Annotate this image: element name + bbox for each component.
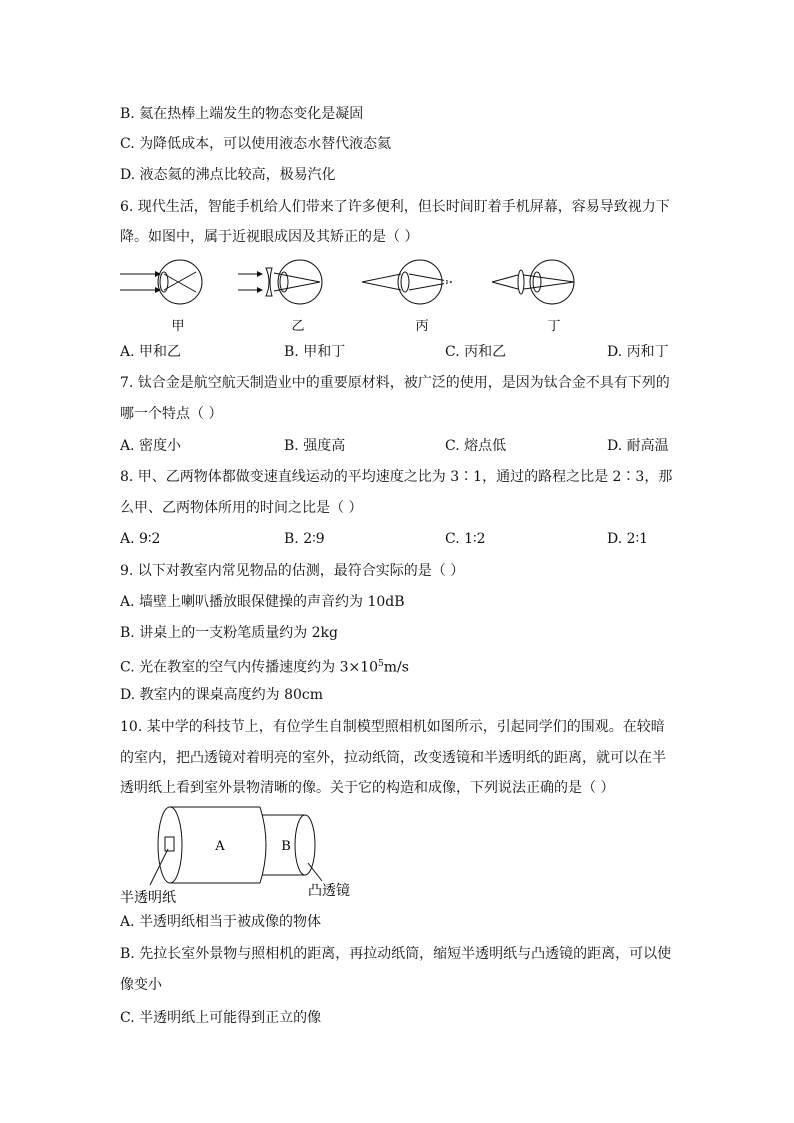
q8-option-c: C. 1∶2 bbox=[445, 531, 486, 547]
q10-stem-line3: 透明纸上看到室外景物清晰的像。关于它的构造和成像，下列说法正确的是（ ） bbox=[120, 780, 615, 796]
q7-stem-line2: 哪一个特点（ ） bbox=[120, 406, 223, 422]
eye-diagram-jia bbox=[120, 260, 202, 304]
q6-stem-line2: 降。如图中，属于近视眼成因及其矫正的是（ ） bbox=[120, 229, 419, 245]
figure-label-jia: 甲 bbox=[171, 319, 185, 334]
q8-option-b: B. 2∶9 bbox=[284, 531, 325, 547]
tube-a-right-end bbox=[260, 807, 266, 883]
q9-option-c bbox=[120, 654, 409, 678]
label-convex-lens: 凸透镜 bbox=[308, 883, 350, 899]
q6-option-d: D. 丙和丁 bbox=[607, 344, 669, 360]
q10-option-b-line1: B. 先拉长室外景物与照相机的距离，再拉动纸筒，缩短半透明纸与凸透镜的距离，可以使 bbox=[120, 946, 672, 962]
q10-option-a: A. 半透明纸相当于被成像的物体 bbox=[120, 914, 322, 930]
q9-option-b: B. 讲桌上的一支粉笔质量约为 2kg bbox=[120, 625, 338, 641]
q7-option-a: A. 密度小 bbox=[120, 438, 182, 454]
q9-stem: 9. 以下对教室内常见物品的估测，最符合实际的是（ ） bbox=[120, 563, 465, 579]
figure-label-ding: 丁 bbox=[547, 319, 561, 334]
q8-stem-line2: 么甲、乙两物体所用的时间之比是（ ） bbox=[120, 500, 363, 516]
q10-stem-line2: 的室内，把凸透镜对着明亮的室外，拉动纸筒，改变透镜和半透明纸的距离，就可以在半 bbox=[120, 750, 666, 766]
q8-option-a: A. 9∶2 bbox=[120, 531, 161, 547]
q9-option-a: A. 墙壁上喇叭播放眼保健操的声音约为 10dB bbox=[120, 594, 405, 610]
q5-option-b: B. 氦在热棒上端发生的物态变化是凝固 bbox=[120, 106, 364, 122]
tube-label-b: B bbox=[281, 839, 291, 854]
q8-option-d: D. 2∶1 bbox=[607, 531, 649, 547]
q7-option-b: B. 强度高 bbox=[284, 438, 346, 454]
q6-option-b: B. 甲和丁 bbox=[284, 344, 346, 360]
label-translucent-paper: 半透明纸 bbox=[120, 890, 176, 905]
figure-label-bing: 丙 bbox=[415, 319, 429, 334]
q10-stem-line1: 10. 某中学的科技节上，有位学生自制模型照相机如图所示，引起同学们的围观。在较暗 bbox=[120, 719, 665, 735]
q6-stem-line1: 6. 现代生活，智能手机给人们带来了许多便利，但长时间盯着手机屏幕，容易导致视力下 bbox=[120, 199, 670, 215]
model-camera-figure bbox=[0, 805, 794, 905]
q10-option-b-line2: 像变小 bbox=[120, 977, 162, 993]
q7-stem-line1: 7. 钛合金是航空航天制造业中的重要原材料，被广泛的使用，是因为钛合金不具有下列的 bbox=[120, 375, 670, 391]
tube-a-left-end bbox=[158, 807, 182, 883]
q9-option-c-exponent: 5 bbox=[378, 659, 384, 669]
q10-option-c: C. 半透明纸上可能得到正立的像 bbox=[120, 1010, 322, 1026]
tube-label-a: A bbox=[215, 839, 225, 854]
q5-option-c: C. 为降低成本，可以使用液态水替代液态氦 bbox=[120, 136, 392, 152]
q6-option-a: A. 甲和乙 bbox=[120, 344, 182, 360]
eye-diagram-yi bbox=[238, 260, 322, 304]
q7-option-c: C. 熔点低 bbox=[445, 438, 507, 454]
q9-option-c-text: C. 光在教室的空气内传播速度约为 3×10 bbox=[120, 659, 379, 676]
q6-option-c: C. 丙和乙 bbox=[445, 344, 507, 360]
translucent-paper-mark bbox=[165, 837, 174, 851]
figure-label-yi: 乙 bbox=[291, 319, 305, 334]
q9-option-c-unit: m/s bbox=[383, 659, 409, 676]
q8-stem-line1: 8. 甲、乙两物体都做变速直线运动的平均速度之比为 3∶1，通过的路程之比是 2∶3，那 bbox=[120, 469, 673, 485]
q5-option-d: D. 液态氦的沸点比较高，极易汽化 bbox=[120, 167, 336, 183]
eye-diagram-bing bbox=[362, 260, 452, 304]
q9-option-d: D. 教室内的课桌高度约为 80cm bbox=[120, 687, 324, 703]
eye-diagram-ding bbox=[492, 260, 574, 304]
tube-b-lens-end bbox=[295, 815, 315, 875]
q7-option-d: D. 耐高温 bbox=[607, 438, 669, 454]
